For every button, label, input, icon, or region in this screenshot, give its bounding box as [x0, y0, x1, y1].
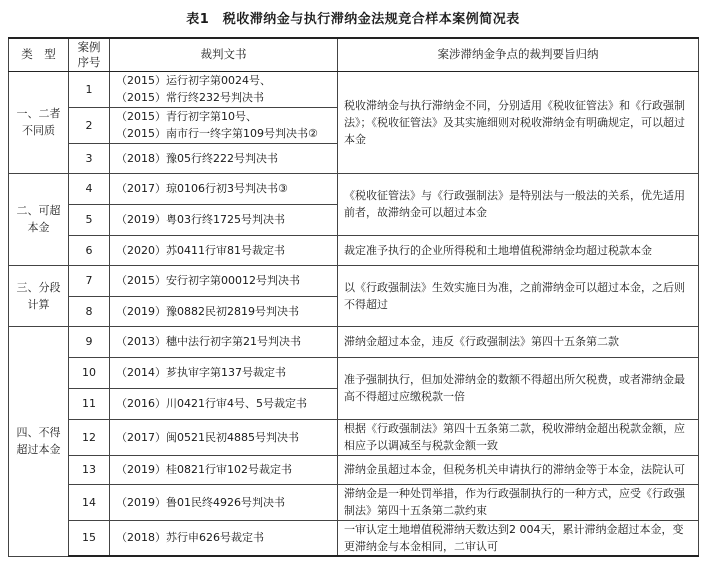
table-row	[9, 71, 699, 107]
case-document: （2019）鲁01民终4926号判决书	[110, 484, 338, 520]
table-row	[9, 455, 699, 484]
table-row	[9, 173, 699, 204]
case-number: 14	[69, 484, 110, 520]
header-row	[9, 38, 699, 71]
rule-cell: 滞纳金虽超过本金，但税务机关申请执行的滞纳金等于本金，法院认可	[338, 455, 699, 484]
rule-cell: 以《行政强制法》生效实施日为准，之前滞纳金可以超过本金，之后则不得超过	[338, 265, 699, 326]
case-number: 6	[69, 235, 110, 265]
rule-cell: 《税收征管法》与《行政强制法》是特别法与一般法的关系，优先适用前者，故滞纳金可以超过本金	[338, 173, 699, 235]
case-document: （2020）苏0411行审81号裁定书	[110, 235, 338, 265]
case-number: 2	[69, 107, 110, 143]
case-number: 9	[69, 326, 110, 357]
case-document	[110, 71, 338, 107]
table-row	[9, 484, 699, 520]
case-document: （2017）闽0521民初4885号判决书	[110, 419, 338, 455]
case-document: （2018）豫05行终222号判决书	[110, 143, 338, 173]
type-cell: 一、二者不同质	[9, 71, 69, 173]
rule-cell: 裁定准予执行的企业所得税和土地增值税滞纳金均超过税款本金	[338, 235, 699, 265]
type-cell: 二、可超本金	[9, 173, 69, 265]
case-document: （2014）芗执审字第137号裁定书	[110, 357, 338, 388]
document-line: （2015）运行初字第0024号、	[116, 74, 271, 87]
case-number: 8	[69, 296, 110, 326]
type-cell: 三、分段计算	[9, 265, 69, 326]
case-number: 12	[69, 419, 110, 455]
case-number: 15	[69, 520, 110, 556]
case-number: 5	[69, 204, 110, 235]
case-number: 1	[69, 71, 110, 107]
case-document: （2019）桂0821行审102号裁定书	[110, 455, 338, 484]
case-document	[110, 107, 338, 143]
rule-cell: 税收滞纳金与执行滞纳金不同，分别适用《税收征管法》和《行政强制法》；《税收征管法》及其实施细则对税收滞纳金有明确规定，可以超过本金	[338, 71, 699, 173]
rule-cell: 准予强制执行，但加处滞纳金的数额不得超出所欠税费，或者滞纳金最高不得超过应缴税款一倍	[338, 357, 699, 419]
rule-cell: 滞纳金超过本金，违反《行政强制法》第四十五条第二款	[338, 326, 699, 357]
table-row	[9, 357, 699, 388]
case-number: 10	[69, 357, 110, 388]
table-row	[9, 326, 699, 357]
case-document: （2016）川0421行审4号、5号裁定书	[110, 388, 338, 419]
case-document: （2019）粤03行终1725号判决书	[110, 204, 338, 235]
type-cell: 四、不得超过本金	[9, 326, 69, 556]
table-row	[9, 235, 699, 265]
document-line: （2015）青行初字第10号、	[116, 110, 257, 123]
case-number: 4	[69, 173, 110, 204]
rule-cell: 根据《行政强制法》第四十五条第二款，税收滞纳金超出税款金额，应相应予以调减至与税款金额一致	[338, 419, 699, 455]
header-seq: 案例序号	[69, 38, 110, 71]
case-document: （2015）安行初字第00012号判决书	[110, 265, 338, 296]
case-table	[8, 37, 699, 557]
table-row	[9, 520, 699, 556]
case-document: （2018）苏行申626号裁定书	[110, 520, 338, 556]
rule-cell: 一审认定土地增值税滞纳天数达到2 004天，累计滞纳金超过本金，变更滞纳金与本金相同，二审认可	[338, 520, 699, 556]
header-rule: 案涉滞纳金争点的裁判要旨归纳	[338, 38, 699, 71]
case-document: （2019）豫0882民初2819号判决书	[110, 296, 338, 326]
case-number: 11	[69, 388, 110, 419]
document-line: （2015）常行终232号判决书	[116, 91, 264, 104]
case-number: 13	[69, 455, 110, 484]
table-row	[9, 419, 699, 455]
header-type: 类 型	[9, 38, 69, 71]
table-row	[9, 265, 699, 296]
header-doc: 裁判文书	[110, 38, 338, 71]
case-number: 3	[69, 143, 110, 173]
case-number: 7	[69, 265, 110, 296]
table-caption: 表1 税收滞纳金与执行滞纳金法规竞合样本案例简况表	[186, 12, 520, 27]
document-line: （2015）南市行一终字第109号判决书②	[116, 127, 318, 140]
case-document: （2013）穗中法行初字第21号判决书	[110, 326, 338, 357]
rule-cell: 滞纳金是一种处罚举措，作为行政强制执行的一种方式，应受《行政强制法》第四十五条第二款约束	[338, 484, 699, 520]
case-document: （2017）琼0106行初3号判决书③	[110, 173, 338, 204]
